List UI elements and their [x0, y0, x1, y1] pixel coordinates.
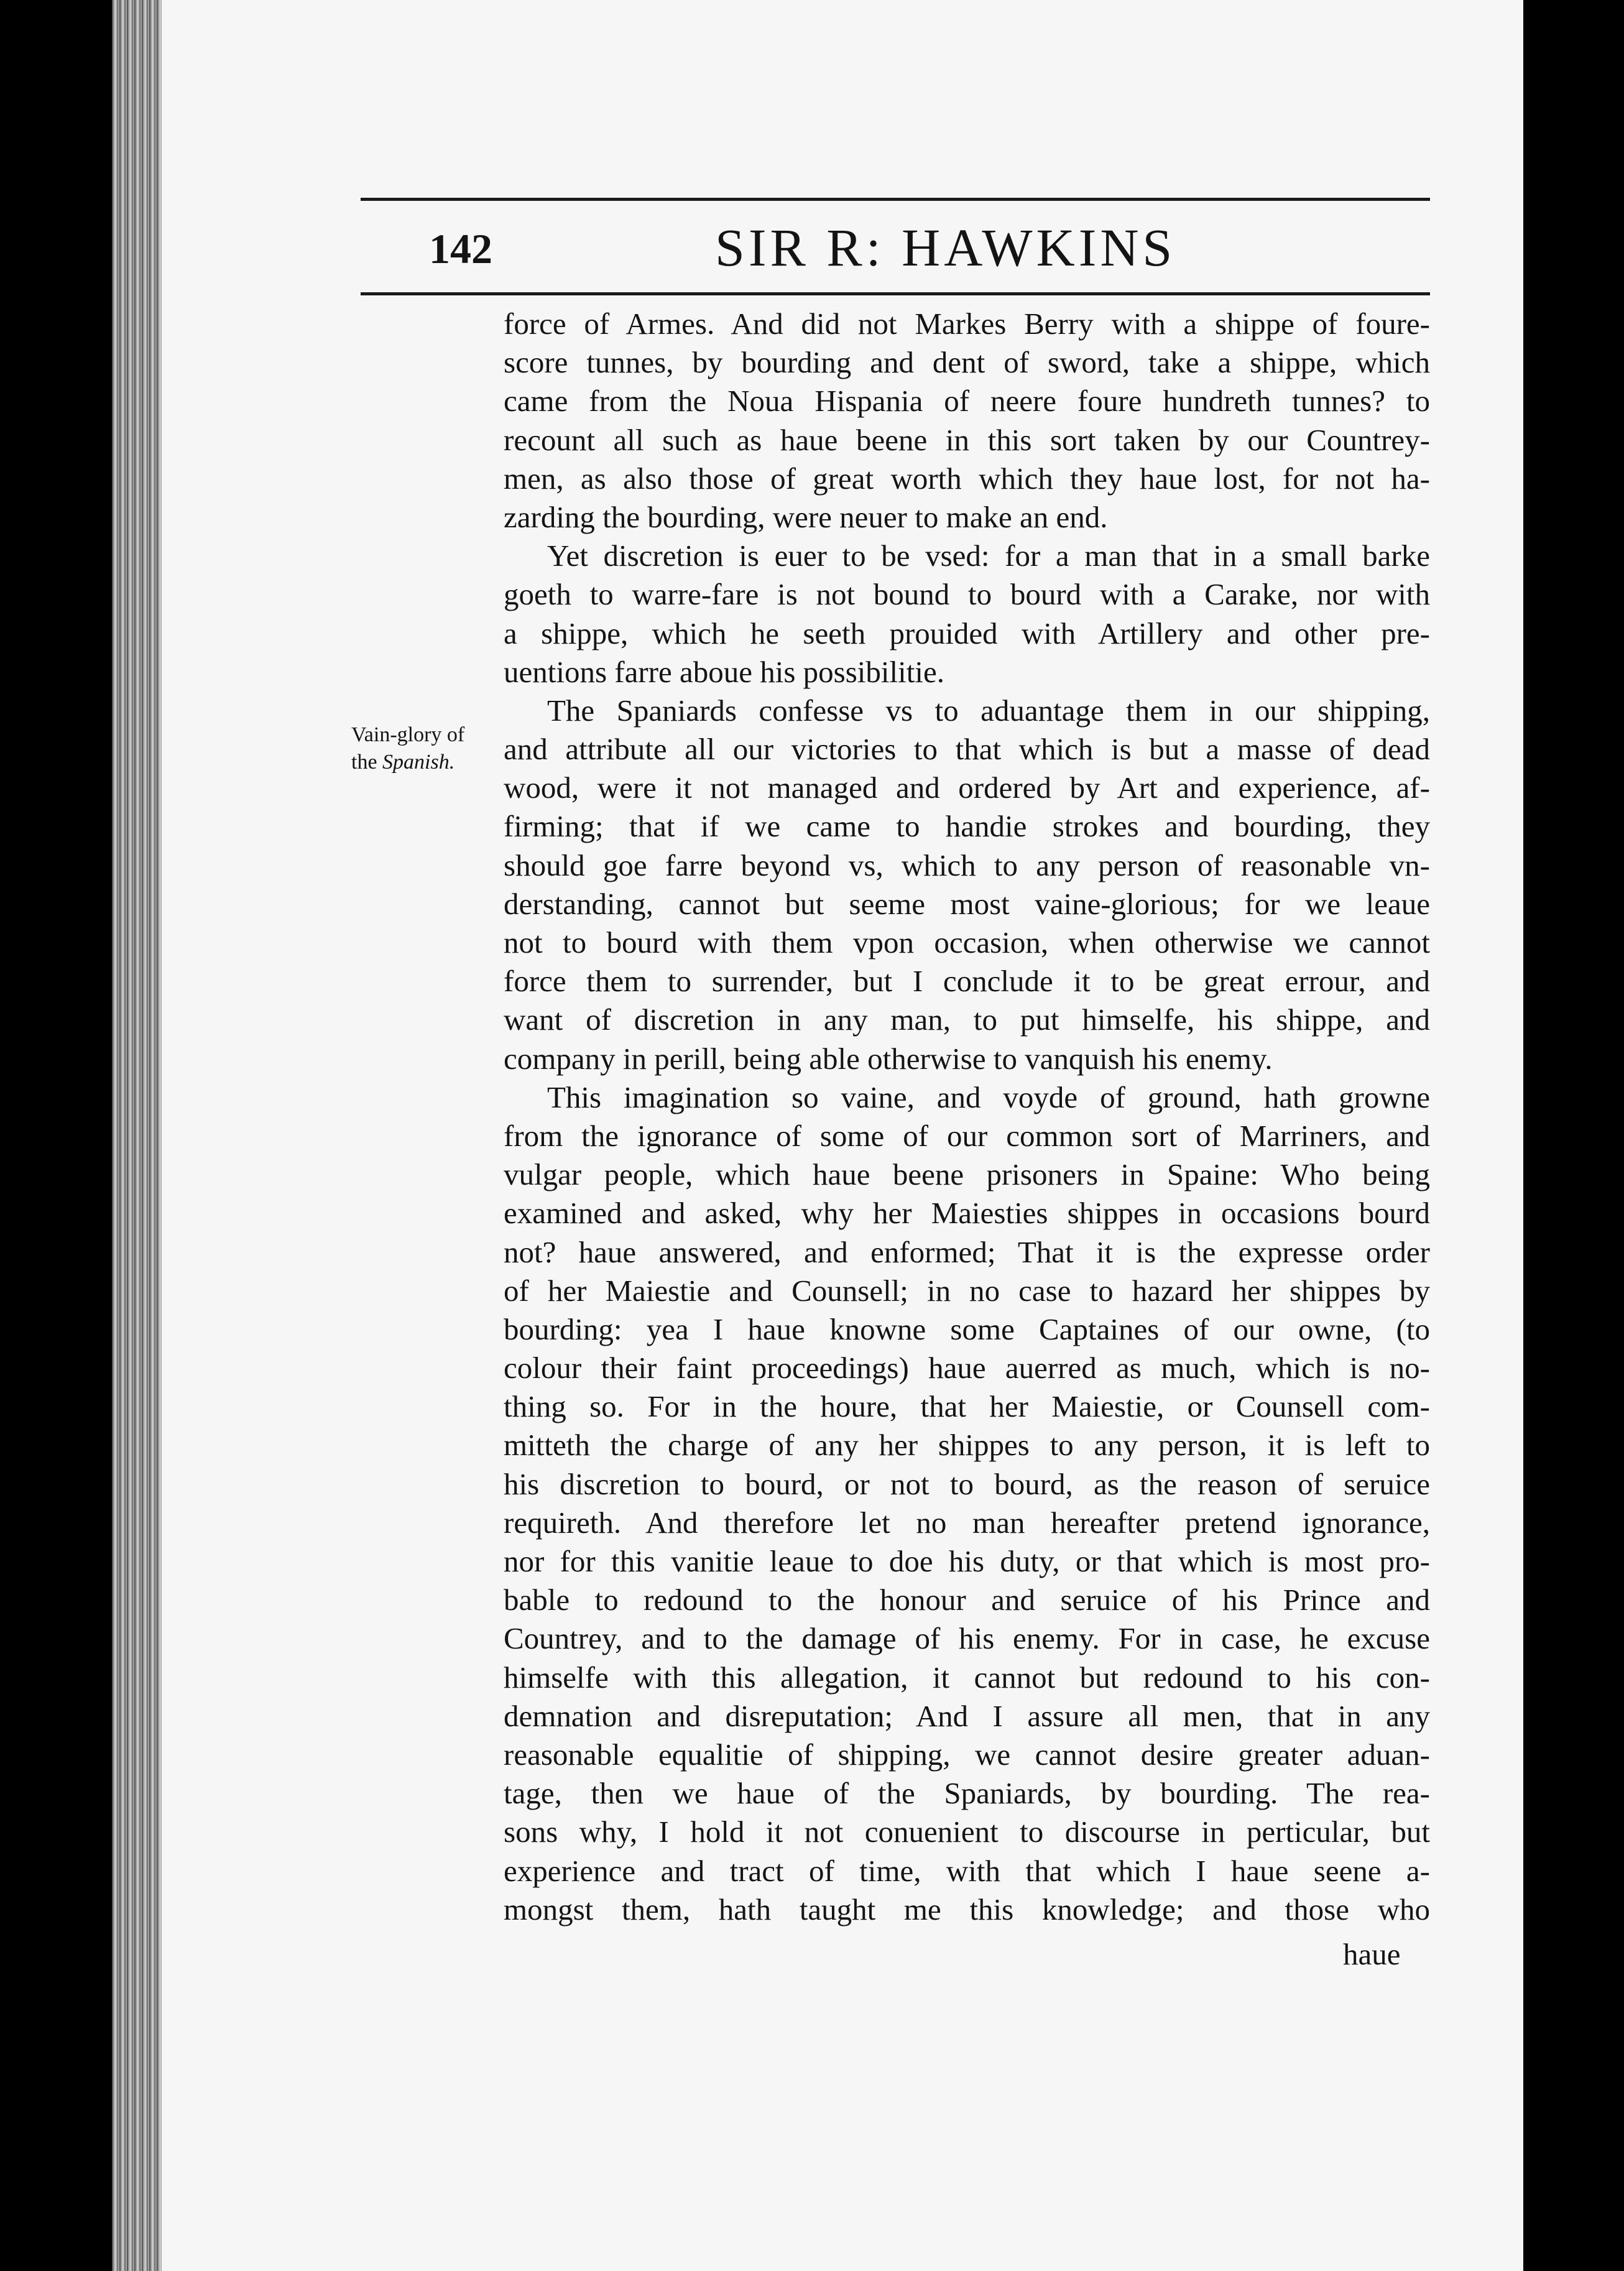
text-line: bourding: yea I haue knowne some Captaines of our owne, (to [504, 1311, 1430, 1346]
text-line: vulgar people, which haue beene prisoners in Spaine: Who being [504, 1157, 1430, 1192]
body-text [504, 305, 1430, 1929]
text-line: force of Armes. And did not Markes Berry with a shippe of foure- [504, 307, 1430, 341]
text-line: himselfe with this allegation, it cannot but redound to his con- [504, 1660, 1430, 1695]
text-line: nor for this vanitie leaue to doe his duty, or that which is most pro- [504, 1544, 1430, 1578]
text-line: demnation and disreputation; And I assure all men, that in any [504, 1698, 1430, 1733]
catchword: haue [1343, 1937, 1401, 1971]
text-line: should goe farre beyond vs, which to any person of reasonable vn- [504, 848, 1430, 882]
text-line: came from the Noua Hispania of neere foure hundreth tunnes? to [504, 384, 1430, 419]
text-line: reasonable equalitie of shipping, we cannot desire greater aduan- [504, 1737, 1430, 1772]
text-line: mongst them, hath taught me this knowledge; and those who [504, 1892, 1430, 1926]
text-line: recount all such as haue beene in this sort taken by our Countrey- [504, 422, 1430, 457]
text-line: from the ignorance of some of our common sort of Marriners, and [504, 1118, 1430, 1153]
text-line: force them to surrender, but I conclude it to be great errour, and [504, 964, 1430, 999]
text-line: score tunnes, by bourding and dent of sword, take a shippe, which [504, 345, 1430, 380]
text-line: Countrey, and to the damage of his enemy. For in case, he excuse [504, 1621, 1430, 1656]
text-line: a shippe, which he seeth prouided with Artillery and other pre- [504, 616, 1430, 650]
text-line: company in perill, being able otherwise to vanquish his enemy. [504, 1041, 1273, 1076]
text-line: mitteth the charge of any her shippes to any person, it is left to [504, 1428, 1430, 1463]
text-line: not? haue answered, and enformed; That it is the expresse order [504, 1234, 1430, 1269]
text-line: and attribute all our victories to that which is but a masse of dead [504, 732, 1430, 767]
text-line: The Spaniards confesse vs to aduantage them in our shipping, [547, 693, 1430, 728]
text-line: experience and tract of time, with that which I haue seene a- [504, 1853, 1430, 1888]
marginal-note-line-1: Vain-glory of [351, 723, 465, 746]
text-line: wood, were it not managed and ordered by Art and experience, af- [504, 770, 1430, 805]
text-line: thing so. For in the houre, that her Maiestie, or Counsell com- [504, 1389, 1430, 1424]
text-line: uentions farre aboue his possibilitie. [504, 654, 944, 689]
header-rule-top [361, 198, 1430, 201]
text-line: want of discretion in any man, to put himselfe, his shippe, and [504, 1002, 1430, 1037]
text-line: colour their faint proceedings) haue auerred as much, which is no- [504, 1351, 1430, 1385]
header-rule-bottom [361, 292, 1430, 295]
text-line: tage, then we haue of the Spaniards, by bourding. The rea- [504, 1776, 1430, 1811]
marginal-note-prefix: the [351, 751, 383, 774]
text-line: not to bourd with them vpon occasion, when otherwise we cannot [504, 925, 1430, 960]
text-line: examined and asked, why her Maiesties shippes in occasions bourd [504, 1196, 1430, 1231]
text-line: zarding the bourding, were neuer to make an end. [504, 499, 1108, 534]
text-line: requireth. And therefore let no man hereafter pretend ignorance, [504, 1505, 1430, 1540]
scan-left-border [0, 0, 112, 2271]
text-line: men, as also those of great worth which they haue lost, for not ha- [504, 461, 1430, 496]
text-line: derstanding, cannot but seeme most vaine-glorious; for we leaue [504, 886, 1430, 921]
text-line: goeth to warre-fare is not bound to bourd with a Carake, nor with [504, 577, 1430, 612]
text-line: of her Maiestie and Counsell; in no case to hazard her shippes by [504, 1273, 1430, 1308]
text-line: bable to redound to the honour and seruice of his Prince and [504, 1583, 1430, 1617]
text-line: This imagination so vaine, and voyde of ground, hath growne [547, 1080, 1430, 1114]
text-line: his discretion to bourd, or not to bourd, as the reason of seruice [504, 1466, 1430, 1501]
marginal-note-italic: Spanish. [382, 751, 455, 774]
text-line: Yet discretion is euer to be vsed: for a man that in a small barke [547, 539, 1430, 573]
scan-right-border [1523, 0, 1624, 2271]
text-line: sons why, I hold it not conuenient to discourse in perticular, but [504, 1815, 1430, 1849]
marginal-note-line-2 [351, 749, 513, 776]
page-number: 142 [429, 225, 492, 272]
marginal-note [351, 721, 513, 776]
text-line: firming; that if we came to handie strokes and bourding, they [504, 809, 1430, 844]
running-head: SIR R: HAWKINS [715, 218, 1176, 277]
